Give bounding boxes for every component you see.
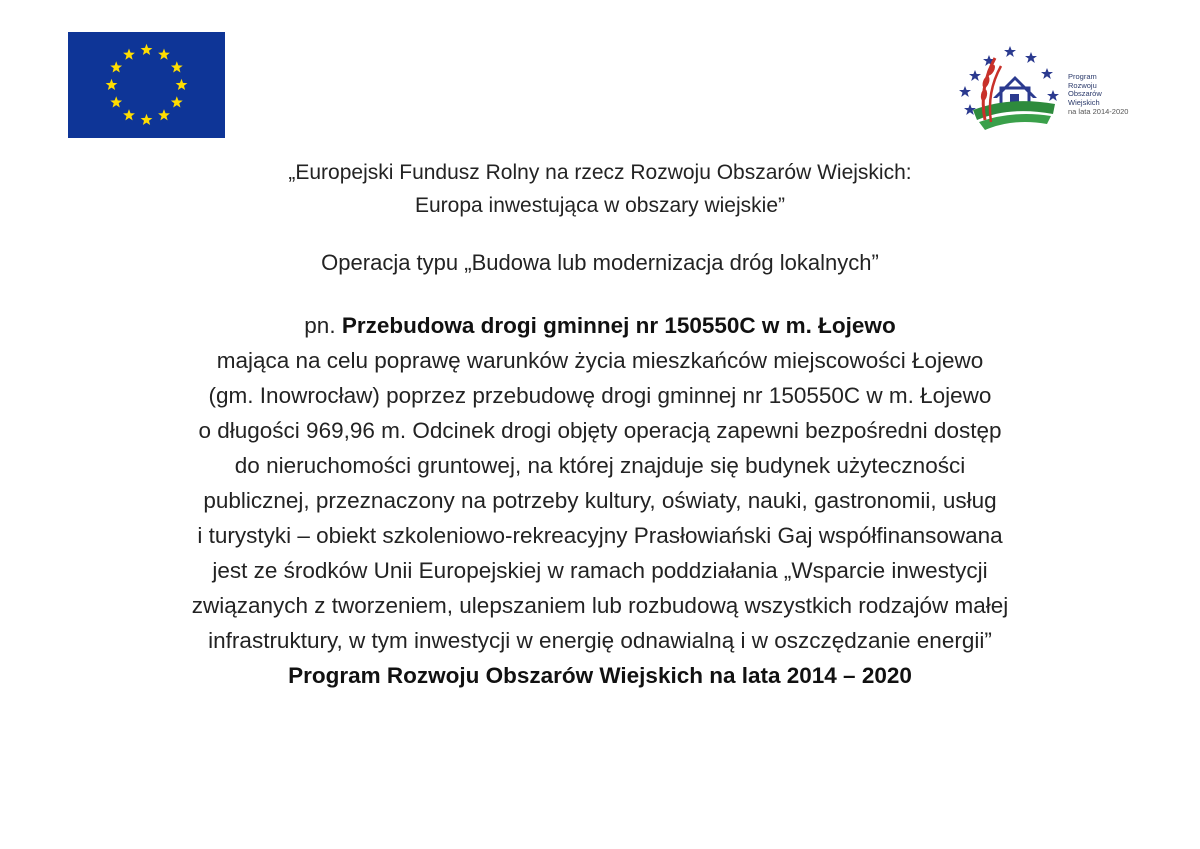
prow-text-line: Wiejskich — [1068, 97, 1100, 107]
prow-text-line: Rozwoju — [1068, 80, 1097, 90]
document-body — [30, 156, 1170, 693]
project-description-line: publicznej, przeznaczony na potrzeby kultury, oświaty, nauki, gastronomii, usług — [203, 488, 997, 513]
project-description-line: i turystyki – obiekt szkoleniowo-rekreacyjny Prasłowiański Gaj współfinansowana — [197, 523, 1003, 548]
eu-star-icon — [110, 96, 122, 107]
project-description-line: o długości 969,96 m. Odcinek drogi objęty operacją zapewni bezpośredni dostęp — [198, 418, 1002, 443]
eu-star-icon — [123, 48, 135, 59]
eu-stars-icon — [68, 32, 225, 138]
project-description-line: mająca na celu poprawę warunków życia mieszkańców miejscowości Łojewo — [216, 348, 984, 373]
program-name: Program Rozwoju Obszarów Wiejskich na lata 2014 – 2020 — [288, 663, 912, 688]
project-description-line: (gm. Inowrocław) poprzez przebudowę drogi gminnej nr 150550C w m. Łojewo — [208, 383, 992, 408]
project-name: Przebudowa drogi gminnej nr 150550C w m. Łojewo — [341, 313, 896, 338]
header-line-2: Europa inwestująca w obszary wiejskie” — [415, 194, 785, 217]
project-description-line: związanych z tworzeniem, ulepszaniem lub rozbudową wszystkich rodzajów małej — [191, 593, 1009, 618]
eu-star-icon — [158, 109, 170, 120]
prow-years: na lata 2014-2020 — [1068, 107, 1129, 117]
eu-star-icon — [171, 96, 183, 107]
prow-text-line: Obszarów — [1068, 89, 1102, 99]
eu-star-icon — [141, 114, 153, 125]
eu-star-icon — [110, 61, 122, 72]
operation-type: Operacja typu „Budowa lub modernizacja dróg lokalnych” — [321, 250, 879, 275]
eu-flag-logo — [68, 32, 225, 138]
eu-star-icon — [141, 44, 153, 55]
eu-star-icon — [123, 109, 135, 120]
prow-logo-text — [1068, 73, 1128, 117]
project-description-line: do nieruchomości gruntowej, na której znajduje się budynek użyteczności — [234, 453, 966, 478]
eu-star-icon — [176, 79, 188, 90]
eu-star-icon — [106, 79, 118, 90]
prow-text-line: Program — [1068, 72, 1097, 81]
project-name-line — [30, 308, 1170, 343]
eu-star-icon — [158, 48, 170, 59]
header-line-1: „Europejski Fundusz Rolny na rzecz Rozwoju Obszarów Wiejskich: — [288, 161, 912, 184]
prow-logo — [955, 40, 1129, 136]
prow-emblem-icon — [955, 40, 1065, 136]
project-prefix: pn. — [304, 313, 342, 338]
project-description-line: jest ze środków Unii Europejskiej w ramach poddziałania „Wsparcie inwestycji — [212, 558, 988, 583]
eu-star-icon — [171, 61, 183, 72]
project-description-line: infrastruktury, w tym inwestycji w energię odnawialną i w oszczędzanie energii” — [208, 628, 992, 653]
